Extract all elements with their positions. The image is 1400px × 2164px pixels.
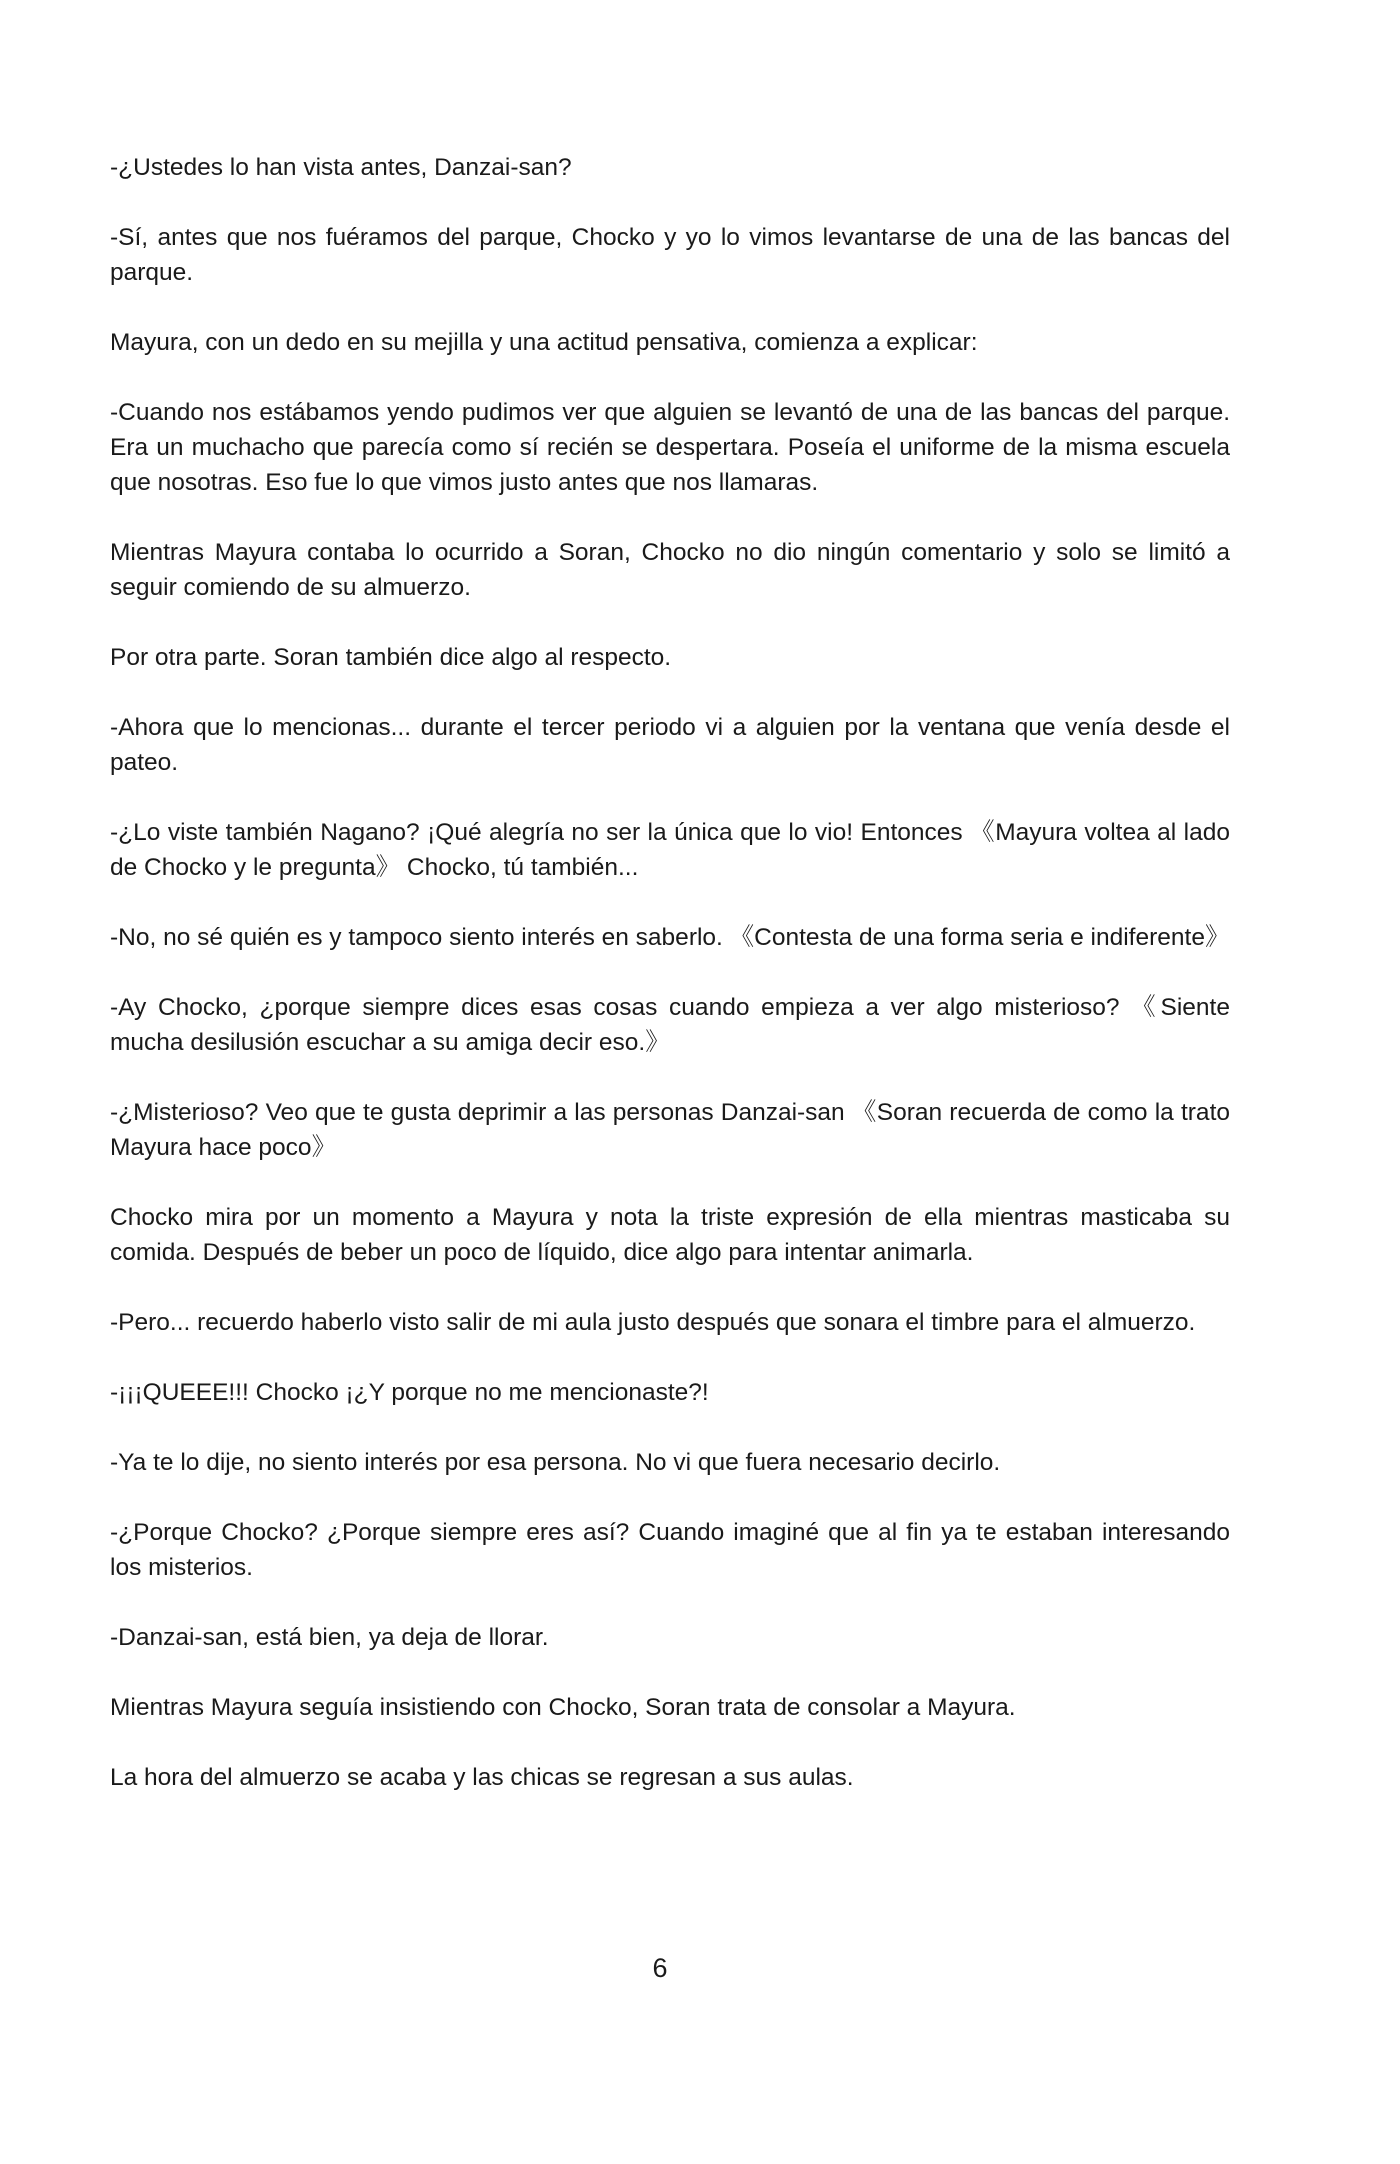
paragraph: -¡¡¡QUEEE!!! Chocko ¡¿Y porque no me mencionaste?! [110,1379,709,1406]
paragraph: La hora del almuerzo se acaba y las chicas se regresan a sus aulas. [110,1764,854,1791]
paragraph: -Sí, antes que nos fuéramos del parque, Chocko y yo lo vimos levantarse de una de las bancas del parque. [110,224,1230,286]
paragraph: -Ay Chocko, ¿porque siempre dices esas cosas cuando empieza a ver algo misterioso? 《Siente mucha desilusión escuchar a su amiga decir eso.》 [110,994,1230,1056]
paragraph: -¿Misterioso? Veo que te gusta deprimir a las personas Danzai-san 《Soran recuerda de como la trato Mayura hace poco》 [110,1099,1230,1161]
paragraph: -Danzai-san, está bien, ya deja de llorar. [110,1624,549,1651]
paragraph: Por otra parte. Soran también dice algo al respecto. [110,644,672,671]
paragraph: -¿Porque Chocko? ¿Porque siempre eres así? Cuando imaginé que al fin ya te estaban interesando los misterios. [110,1519,1230,1581]
paragraph: -Cuando nos estábamos yendo pudimos ver que alguien se levantó de una de las bancas del parque. Era un muchacho que parecía como sí recién se despertara. Poseía el uniforme de la misma escuela que nosotras. Eso fue lo que vimos justo antes que nos llamaras. [110,399,1230,496]
paragraph: Mientras Mayura seguía insistiendo con Chocko, Soran trata de consolar a Mayura. [110,1694,1016,1721]
paragraph: Mientras Mayura contaba lo ocurrido a Soran, Chocko no dio ningún comentario y solo se limitó a seguir comiendo de su almuerzo. [110,539,1230,601]
document-body [110,150,1230,1830]
paragraph: -¿Ustedes lo han vista antes, Danzai-san? [110,154,572,181]
paragraph: -Ya te lo dije, no siento interés por esa persona. No vi que fuera necesario decirlo. [110,1449,1001,1476]
paragraph: -¿Lo viste también Nagano? ¡Qué alegría no ser la única que lo vio! Entonces 《Mayura voltea al lado de Chocko y le pregunta》 Chocko, tú también... [110,819,1230,881]
paragraph: Chocko mira por un momento a Mayura y nota la triste expresión de ella mientras masticaba su comida. Después de beber un poco de líquido, dice algo para intentar animarla. [110,1204,1230,1266]
paragraph: -No, no sé quién es y tampoco siento interés en saberlo. 《Contesta de una forma seria e indiferente》 [110,924,1230,951]
paragraph: -Ahora que lo mencionas... durante el tercer periodo vi a alguien por la ventana que venía desde el pateo. [110,714,1230,776]
paragraph: -Pero... recuerdo haberlo visto salir de mi aula justo después que sonara el timbre para el almuerzo. [110,1309,1196,1336]
page-number: 6 [652,1953,668,1983]
paragraph: Mayura, con un dedo en su mejilla y una actitud pensativa, comienza a explicar: [110,329,978,356]
